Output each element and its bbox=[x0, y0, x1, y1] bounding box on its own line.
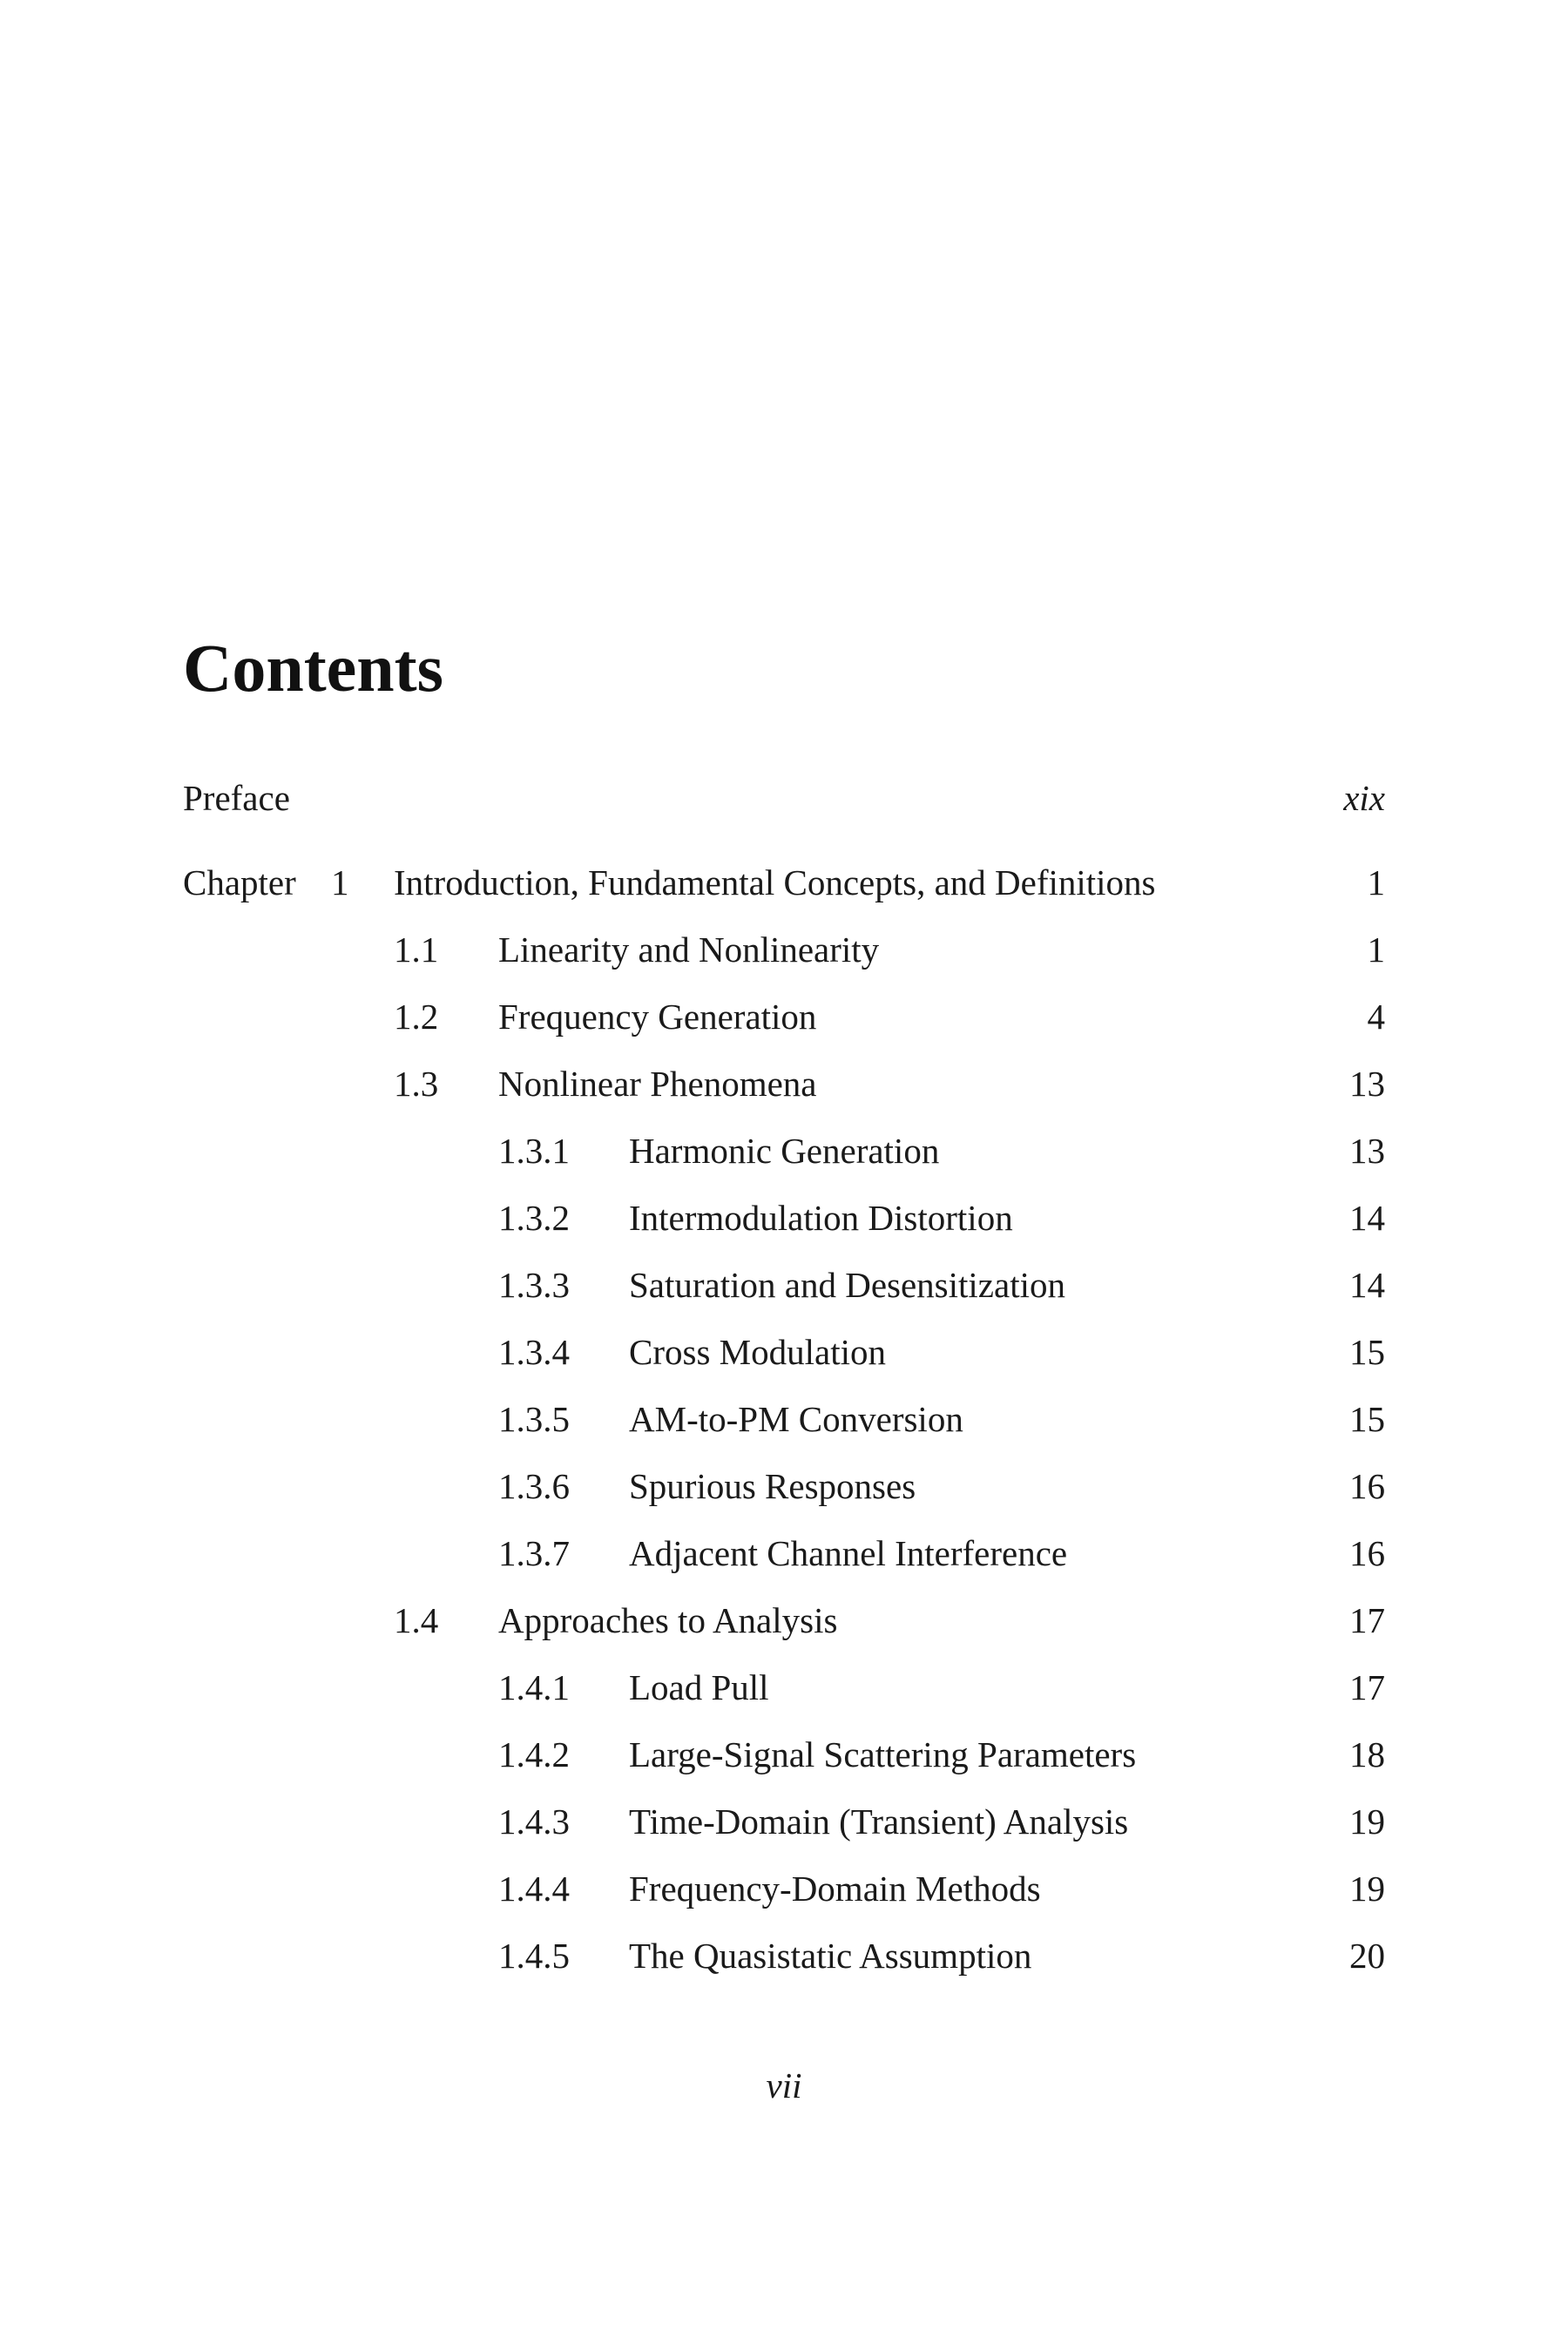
toc-chapter-number: 1 bbox=[331, 862, 349, 902]
toc-section-title[interactable]: Frequency Generation bbox=[498, 997, 817, 1037]
toc-section-number: 1.4 bbox=[394, 1600, 439, 1640]
toc-subsection-title[interactable]: Large-Signal Scattering Parameters bbox=[629, 1734, 1137, 1774]
toc-subsection-page: 14 bbox=[1349, 1265, 1385, 1305]
toc-subsection-title[interactable]: Adjacent Channel Interference bbox=[629, 1533, 1068, 1573]
toc-section-page: 17 bbox=[1349, 1600, 1385, 1640]
toc-subsection-number: 1.4.5 bbox=[498, 1936, 570, 1976]
toc-subsection-page: 15 bbox=[1349, 1399, 1385, 1439]
toc-section-page: 1 bbox=[1367, 929, 1385, 970]
toc-subsection-page: 16 bbox=[1349, 1533, 1385, 1573]
toc-subsection-page: 13 bbox=[1349, 1131, 1385, 1171]
toc-subsection-number: 1.4.1 bbox=[498, 1667, 570, 1707]
toc-subsection-page: 16 bbox=[1349, 1466, 1385, 1506]
toc-subsection-number: 1.3.6 bbox=[498, 1466, 570, 1506]
toc-section-page: 13 bbox=[1349, 1064, 1385, 1104]
toc-subsection-number: 1.3.3 bbox=[498, 1265, 570, 1305]
toc-chapter-title[interactable]: Introduction, Fundamental Concepts, and Definitions bbox=[394, 862, 1156, 902]
page-title: Contents bbox=[183, 630, 444, 706]
toc-subsection-title[interactable]: Saturation and Desensitization bbox=[629, 1265, 1065, 1305]
toc-chapter-page: 1 bbox=[1367, 862, 1385, 902]
toc-section-title[interactable]: Approaches to Analysis bbox=[498, 1600, 838, 1640]
toc-subsection-page: 19 bbox=[1349, 1869, 1385, 1909]
toc-subsection-page: 14 bbox=[1349, 1198, 1385, 1238]
toc-subsection-page: 18 bbox=[1349, 1734, 1385, 1774]
toc-subsection-number: 1.3.2 bbox=[498, 1198, 570, 1238]
toc-preface-page: xix bbox=[1343, 778, 1385, 818]
toc-subsection-number: 1.3.4 bbox=[498, 1332, 570, 1372]
toc-subsection-page: 19 bbox=[1349, 1801, 1385, 1842]
toc-section-title[interactable]: Linearity and Nonlinearity bbox=[498, 929, 880, 970]
toc-subsection-title[interactable]: Frequency-Domain Methods bbox=[629, 1869, 1041, 1909]
toc-subsection-number: 1.4.4 bbox=[498, 1869, 570, 1909]
toc-subsection-title[interactable]: The Quasistatic Assumption bbox=[629, 1936, 1032, 1976]
toc-subsection-title[interactable]: AM-to-PM Conversion bbox=[629, 1399, 963, 1439]
toc-subsection-number: 1.3.5 bbox=[498, 1399, 570, 1439]
toc-subsection-number: 1.4.2 bbox=[498, 1734, 570, 1774]
toc-subsection-title[interactable]: Spurious Responses bbox=[629, 1466, 916, 1506]
toc-section-number: 1.2 bbox=[394, 997, 439, 1037]
toc-section-number: 1.3 bbox=[394, 1064, 439, 1104]
toc-subsection-page: 15 bbox=[1349, 1332, 1385, 1372]
toc-subsection-title[interactable]: Harmonic Generation bbox=[629, 1131, 940, 1171]
toc-subsection-page: 20 bbox=[1349, 1936, 1385, 1976]
toc-subsection-number: 1.3.1 bbox=[498, 1131, 570, 1171]
toc-subsection-number: 1.3.7 bbox=[498, 1533, 570, 1573]
toc-subsection-title[interactable]: Intermodulation Distortion bbox=[629, 1198, 1013, 1238]
page-number: vii bbox=[766, 2065, 802, 2105]
toc-section-title[interactable]: Nonlinear Phenomena bbox=[498, 1064, 817, 1104]
toc-preface-label[interactable]: Preface bbox=[183, 778, 290, 818]
toc-section-number: 1.1 bbox=[394, 929, 439, 970]
toc-chapter-label: Chapter bbox=[183, 862, 296, 902]
toc-subsection-title[interactable]: Cross Modulation bbox=[629, 1332, 886, 1372]
toc-subsection-title[interactable]: Load Pull bbox=[629, 1667, 769, 1707]
toc-subsection-title[interactable]: Time-Domain (Transient) Analysis bbox=[629, 1801, 1129, 1842]
toc-subsection-number: 1.4.3 bbox=[498, 1801, 570, 1842]
toc-section-page: 4 bbox=[1367, 997, 1385, 1037]
toc-subsection-page: 17 bbox=[1349, 1667, 1385, 1707]
